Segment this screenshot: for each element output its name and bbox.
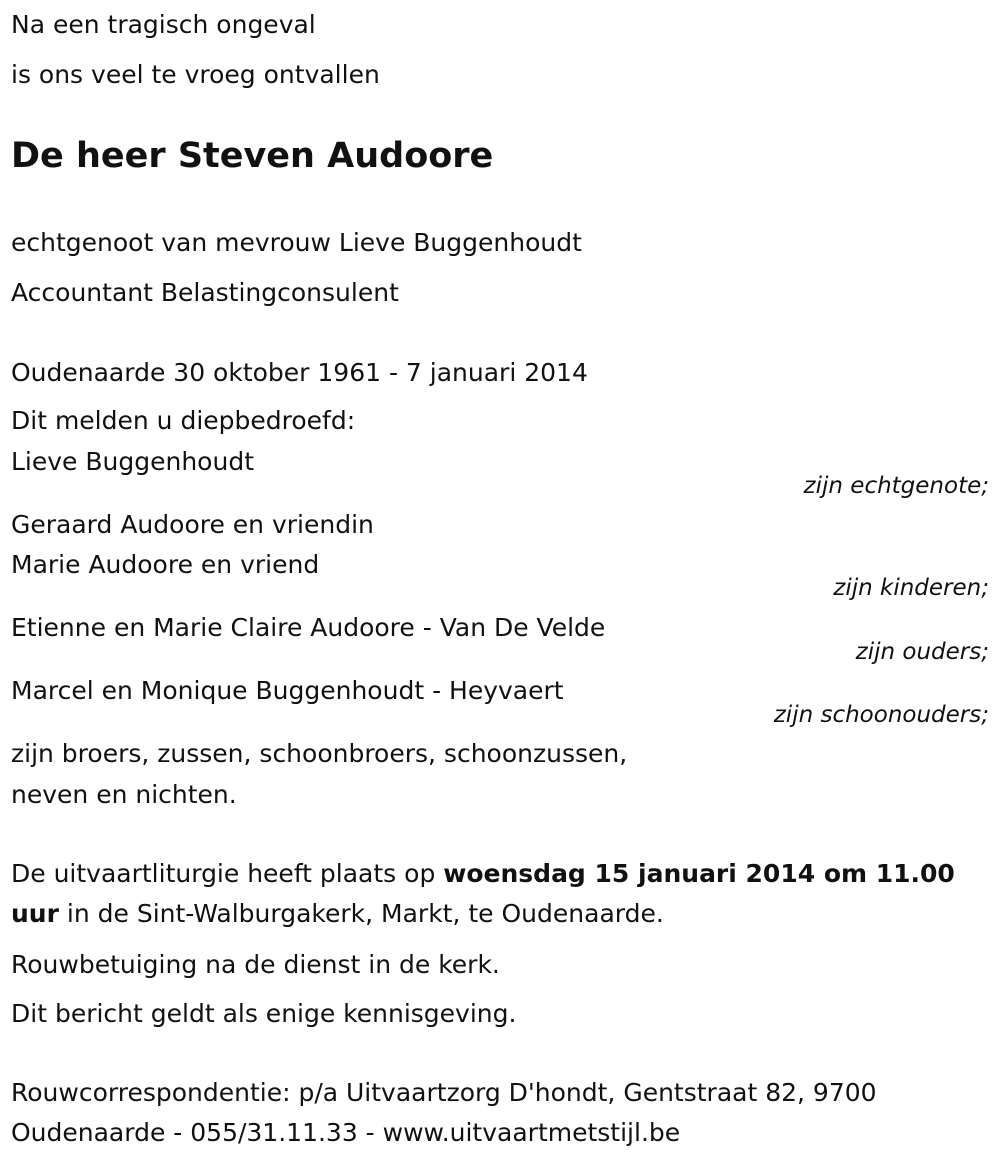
deceased-name: De heer Steven Audoore (11, 136, 494, 176)
family-line-1: zijn broers, zussen, schoonbroers, schoonzussen, (11, 739, 628, 768)
mourner-role: zijn ouders; (855, 639, 989, 665)
intro-line-1: Na een tragisch ongeval (11, 10, 316, 39)
mourner-name: Geraard Audoore en vriendin (11, 510, 374, 539)
mourner-name: Marcel en Monique Buggenhoudt - Heyvaert (11, 676, 564, 705)
spouse-line: echtgenoot van mevrouw Lieve Buggenhoudt (11, 228, 582, 257)
condolence-line: Rouwbetuiging na de dienst in de kerk. (11, 950, 500, 979)
notice-line: Dit bericht geldt als enige kennisgeving. (11, 999, 517, 1028)
mourner-name: Etienne en Marie Claire Audoore - Van De Velde (11, 613, 606, 642)
mourner-role: zijn schoonouders; (773, 702, 989, 728)
correspondence: Rouwcorrespondentie: p/a Uitvaartzorg D'hondt, Gentstraat 82, 9700 Oudenaarde - 055/31.11.33 - www.uitvaartmetstijl.be (11, 1078, 877, 1147)
intro-line-2: is ons veel te vroeg ontvallen (11, 60, 380, 89)
funeral-location: in de Sint-Walburgakerk, Markt, te Oudenaarde. (58, 899, 664, 928)
life-dates: Oudenaarde 30 oktober 1961 - 7 januari 2014 (11, 358, 588, 387)
mourner-role: zijn kinderen; (833, 575, 989, 601)
mourner-name: Marie Audoore en vriend (11, 550, 320, 579)
funeral-date-time: woensdag 15 januari 2014 om 11.00 uur (11, 859, 955, 928)
family-line-2: neven en nichten. (11, 780, 237, 809)
profession: Accountant Belastingconsulent (11, 278, 399, 307)
funeral-prefix: De uitvaartliturgie heeft plaats op (11, 859, 444, 888)
announcement: Dit melden u diepbedroefd: (11, 406, 356, 435)
mourner-role: zijn echtgenote; (803, 473, 989, 499)
funeral-details (11, 854, 981, 934)
mourner-name: Lieve Buggenhoudt (11, 447, 254, 476)
